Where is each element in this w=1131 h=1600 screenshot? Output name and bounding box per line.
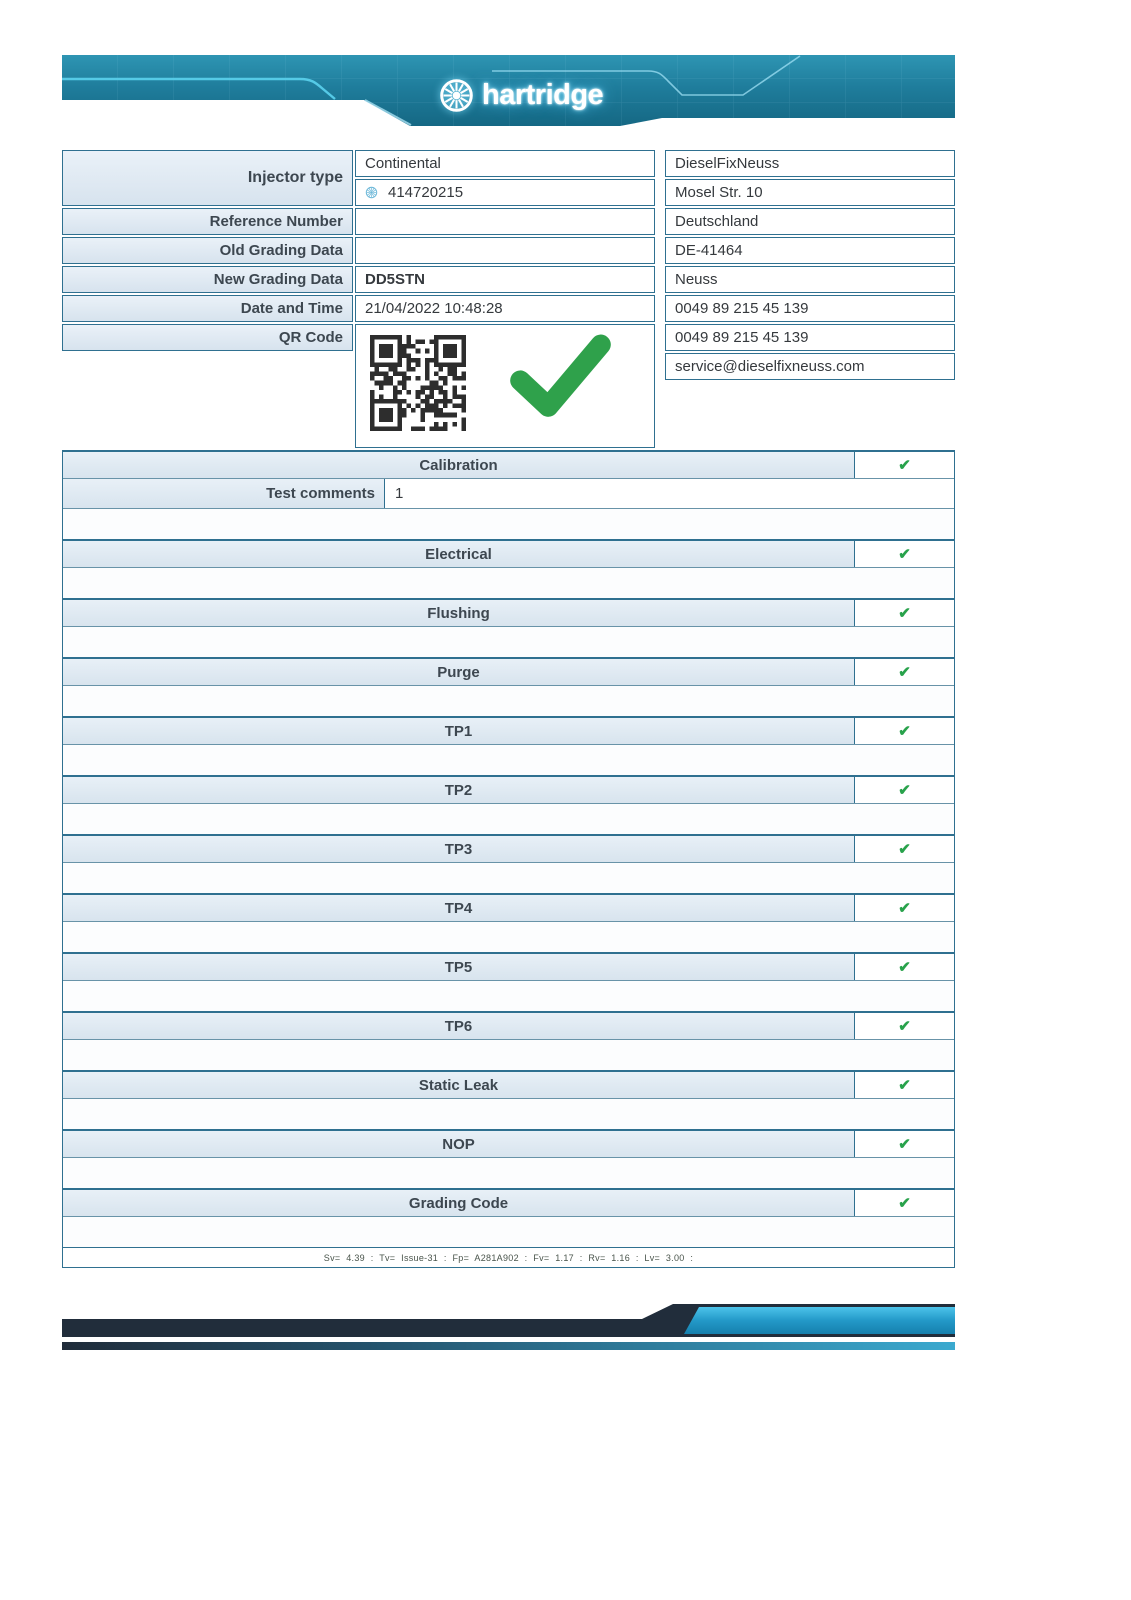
injector-serial-value [355, 179, 655, 206]
value-text: Continental [365, 155, 441, 172]
label-new-grading-data [62, 266, 353, 293]
test-comments-value: 1 [395, 485, 404, 502]
section-status-cell [855, 452, 954, 478]
value-text: DD5STN [365, 271, 426, 288]
contact-text: Deutschland [675, 213, 759, 230]
section-title: Grading Code [63, 1190, 855, 1216]
section-tp6 [63, 1011, 954, 1070]
header-banner [62, 55, 955, 128]
label-qr-code [62, 324, 353, 351]
contact-street [665, 179, 955, 206]
empty-row [63, 1039, 954, 1070]
section-electrical [63, 539, 954, 598]
section-title: TP4 [63, 895, 855, 921]
check-icon: ✔ [898, 457, 911, 474]
pass-check-icon [508, 331, 613, 423]
empty-row [63, 567, 954, 598]
qr-code-cell [355, 324, 655, 448]
section-tp1 [63, 716, 954, 775]
qr-code-image [370, 335, 466, 431]
check-icon: ✔ [898, 1077, 911, 1094]
section-purge [63, 657, 954, 716]
old-grading-value [355, 237, 655, 264]
label-reference-number [62, 208, 353, 235]
section-calibration [63, 452, 954, 539]
label-text: Old Grading Data [219, 242, 343, 259]
check-icon: ✔ [898, 959, 911, 976]
label-injector-type [62, 150, 353, 206]
empty-row [63, 862, 954, 893]
section-tp3 [63, 834, 954, 893]
test-results-table [62, 450, 955, 1268]
injector-info-table [62, 148, 955, 450]
wheel-icon [365, 186, 378, 199]
test-comments-label: Test comments [63, 479, 385, 508]
check-icon: ✔ [898, 841, 911, 858]
empty-row [63, 744, 954, 775]
contact-postcode [665, 237, 955, 264]
hartridge-logo [438, 75, 603, 115]
section-title: TP6 [63, 1013, 855, 1039]
section-header [63, 452, 954, 478]
empty-row [63, 921, 954, 952]
label-text: Reference Number [209, 213, 343, 230]
section-title: NOP [63, 1131, 855, 1157]
check-icon: ✔ [898, 605, 911, 622]
section-status-cell [855, 895, 954, 921]
contact-email [665, 353, 955, 380]
section-title: TP2 [63, 777, 855, 803]
empty-row [63, 626, 954, 657]
date-time-value [355, 295, 655, 322]
injector-type-value [355, 150, 655, 177]
empty-row [63, 803, 954, 834]
value-text: 414720215 [388, 184, 464, 201]
empty-row [63, 1216, 954, 1247]
hartridge-wheel-icon [438, 77, 475, 114]
section-title: Flushing [63, 600, 855, 626]
contact-text: 0049 89 215 45 139 [675, 329, 809, 346]
contact-fax [665, 324, 955, 351]
section-status-cell [855, 836, 954, 862]
section-title: Calibration [63, 452, 855, 478]
check-icon: ✔ [898, 1018, 911, 1035]
section-status-cell [855, 1190, 954, 1216]
section-status-cell [855, 600, 954, 626]
contact-text: Neuss [675, 271, 718, 288]
reference-number-value [355, 208, 655, 235]
section-static-leak [63, 1070, 954, 1129]
section-tp5 [63, 952, 954, 1011]
section-status-cell [855, 541, 954, 567]
contact-country [665, 208, 955, 235]
section-nop [63, 1129, 954, 1188]
empty-row [63, 685, 954, 716]
check-icon: ✔ [898, 546, 911, 563]
section-status-cell [855, 659, 954, 685]
empty-row [63, 508, 954, 539]
contact-text: DE-41464 [675, 242, 743, 259]
check-icon: ✔ [898, 664, 911, 681]
contact-phone [665, 295, 955, 322]
section-title: Electrical [63, 541, 855, 567]
footer-banner [62, 1300, 955, 1352]
contact-text: Mosel Str. 10 [675, 184, 763, 201]
section-status-cell [855, 1131, 954, 1157]
label-old-grading-data [62, 237, 353, 264]
section-title: Purge [63, 659, 855, 685]
label-text: Injector type [247, 169, 343, 186]
section-status-cell [855, 718, 954, 744]
section-grading-code [63, 1188, 954, 1247]
section-title: Static Leak [63, 1072, 855, 1098]
contact-text: DieselFixNeuss [675, 155, 780, 172]
check-icon: ✔ [898, 900, 911, 917]
check-icon: ✔ [898, 1136, 911, 1153]
contact-city [665, 266, 955, 293]
empty-row [63, 1098, 954, 1129]
test-comments-row [63, 478, 954, 508]
empty-row [63, 1157, 954, 1188]
footer-banner-shape [62, 1300, 955, 1352]
label-text: QR Code [278, 329, 343, 346]
section-tp4 [63, 893, 954, 952]
section-status-cell [855, 777, 954, 803]
section-status-cell [855, 954, 954, 980]
section-title: TP1 [63, 718, 855, 744]
check-icon: ✔ [898, 1195, 911, 1212]
new-grading-value [355, 266, 655, 293]
check-icon: ✔ [898, 723, 911, 740]
label-text: New Grading Data [213, 271, 343, 288]
empty-row [63, 980, 954, 1011]
section-flushing [63, 598, 954, 657]
section-tp2 [63, 775, 954, 834]
brand-logo-text: hartridge [482, 78, 604, 111]
section-status-cell [855, 1072, 954, 1098]
contact-text: service@dieselfixneuss.com [675, 358, 865, 375]
section-title: TP5 [63, 954, 855, 980]
version-info-line: Sv= 4.39 : Tv= Issue-31 : Fp= A281A902 : Fv= 1.17 : Rv= 1.16 : Lv= 3.00 : [63, 1247, 954, 1267]
check-icon: ✔ [898, 782, 911, 799]
contact-name [665, 150, 955, 177]
label-text: Date and Time [240, 300, 343, 317]
label-date-and-time [62, 295, 353, 322]
value-text: 21/04/2022 10:48:28 [365, 300, 503, 317]
section-status-cell [855, 1013, 954, 1039]
contact-text: 0049 89 215 45 139 [675, 300, 809, 317]
section-title: TP3 [63, 836, 855, 862]
